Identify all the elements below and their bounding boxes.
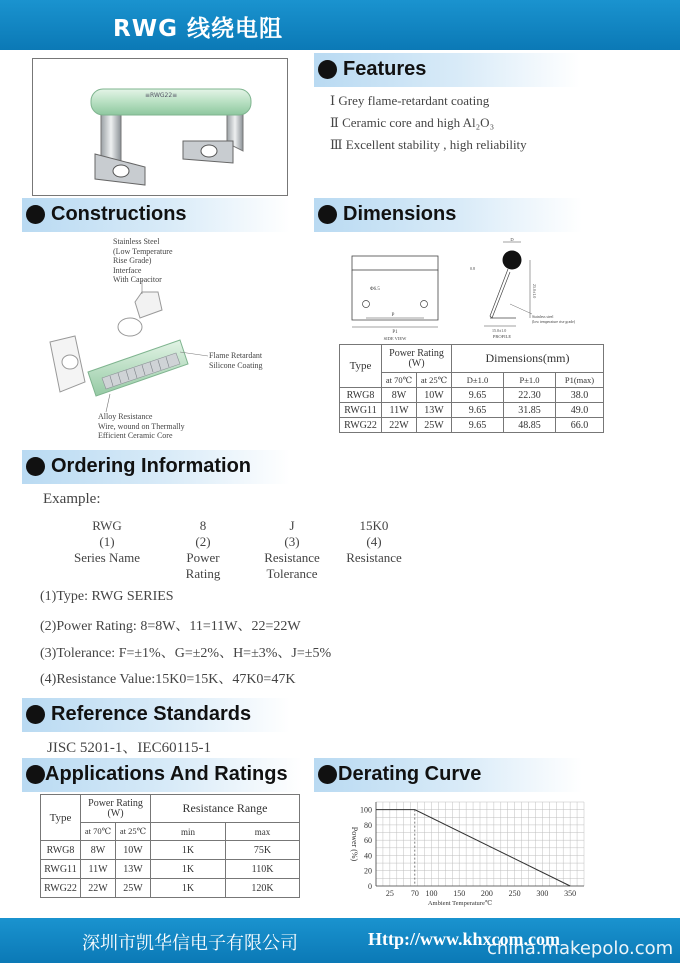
ordering-heading: Ordering Information [51, 455, 251, 477]
ordering-section-header [22, 450, 290, 484]
table-subheader: min [151, 823, 226, 841]
dim-width-label: 15.0±1.0 [492, 328, 507, 333]
applications-table [40, 794, 300, 898]
table-row: RWG8 8W 10W 1K 75K [41, 841, 300, 860]
reference-section-header [22, 698, 290, 732]
footer-banner [0, 918, 680, 963]
bullet-dot-icon [318, 60, 337, 79]
x-tick-label: 300 [536, 889, 549, 898]
order-code-1: RWG (1) Series Name [73, 518, 141, 565]
table-row: RWG11 11W 13W 9.65 31.85 49.0 [340, 403, 604, 418]
dim-phi-label: Φ6.5 [370, 287, 380, 292]
feature-item: Ⅱ Ceramic core and high Al₂O₃ [330, 115, 495, 130]
table-subheader: at 25℃ [417, 373, 452, 388]
ordering-detail: (3)Tolerance: F=±1%、G=±2%、H=±3%、J=±5% [40, 646, 332, 661]
table-subheader: D±1.0 [452, 373, 504, 388]
dim-d-label: D [510, 237, 514, 242]
table-header: Power Rating (W) [81, 795, 151, 823]
y-axis-label: Power (%) [350, 826, 359, 862]
resistor-photo-illustration [33, 59, 287, 195]
bullet-dot-icon [26, 205, 45, 224]
order-code-3: J (3) Resistance Tolerance [264, 518, 320, 581]
dim-p1-label: P1 [392, 330, 398, 335]
x-tick-label: 250 [508, 889, 521, 898]
table-header: Power Rating (W) [382, 345, 452, 373]
table-row: RWG22 22W 25W 1K 120K [41, 879, 300, 898]
dim-p-label: P [391, 313, 395, 318]
ordering-detail: (1)Type: RWG SERIES [40, 589, 174, 604]
y-tick-label: 100 [360, 805, 372, 815]
watermark-text: china.makepolo.com [487, 938, 674, 959]
profile-label: PROFILE [492, 334, 512, 339]
x-tick-label: 350 [564, 889, 577, 898]
svg-text:≡RWG22≡: ≡RWG22≡ [145, 92, 178, 99]
page-title: RWG 线绕电阻 [113, 16, 283, 42]
y-tick-label: 60 [364, 836, 372, 846]
callout-alloy-wire: Alloy Resistance Wire, wound on Thermally Efficient Ceramic Core [98, 412, 185, 440]
applications-heading: Applications And Ratings [45, 763, 288, 785]
example-label: Example: [43, 491, 101, 507]
feature-item: Ⅰ Grey flame-retardant coating [330, 93, 490, 108]
chart-grid [376, 802, 584, 886]
material-note: Stainless steel [532, 315, 554, 319]
y-tick-label: 40 [364, 851, 372, 861]
features-heading: Features [343, 58, 427, 80]
constructions-section-header [22, 198, 290, 232]
derating-heading: Derating Curve [338, 763, 482, 785]
ordering-detail: (4)Resistance Value:15K0=15K、47K0=47K [40, 672, 296, 687]
feature-item: Ⅲ Excellent stability , high reliability [330, 137, 527, 152]
table-subheader: P1(max) [556, 373, 604, 388]
material-note: (low temperature rise grade) [532, 320, 576, 324]
side-view-label: SIDE VIEW [383, 336, 407, 340]
constructions-heading: Constructions [51, 203, 187, 225]
bullet-dot-icon [318, 765, 337, 784]
bullet-dot-icon [318, 205, 337, 224]
table-subheader: max [226, 823, 300, 841]
order-code-2: 8 (2) Power Rating [185, 518, 221, 581]
callout-flame-retardant: Flame Retardant Silicone Coating [209, 351, 263, 370]
x-tick-label: 150 [453, 889, 466, 898]
table-header: Resistance Range [151, 795, 300, 823]
reference-heading: Reference Standards [51, 703, 252, 725]
table-row: RWG8 8W 10W 9.65 22.30 38.0 [340, 388, 604, 403]
x-tick-label: 200 [480, 889, 493, 898]
order-code-4: 15K0 (4) Resistance [346, 518, 402, 565]
bullet-dot-icon [26, 705, 45, 724]
reference-standards-text: JISC 5201-1、IEC60115-1 [47, 740, 212, 756]
bullet-dot-icon [26, 457, 45, 476]
top-banner [0, 0, 680, 50]
table-header: Type [340, 345, 382, 388]
dimensions-table [339, 344, 604, 433]
derating-curve-chart [330, 794, 600, 914]
company-name: 深圳市凯华信电子有限公司 [82, 933, 298, 954]
y-tick-label: 20 [364, 866, 372, 876]
dim-thickness-label: 0.8 [470, 266, 475, 271]
table-row: RWG11 11W 13W 1K 110K [41, 860, 300, 879]
y-tick-label: 0 [368, 882, 372, 891]
x-axis-label: Ambient Temperature℃ [427, 900, 493, 907]
table-subheader: at 70℃ [81, 823, 116, 841]
dimensions-heading: Dimensions [343, 203, 457, 225]
table-header: Type [41, 795, 81, 841]
ordering-detail: (2)Power Rating: 8=8W、11=11W、22=22W [40, 619, 301, 634]
x-tick-label: 25 [385, 889, 394, 898]
dimensions-drawing [340, 234, 610, 340]
dimensions-section-header [314, 198, 582, 232]
website-link[interactable]: Http://www.khxcom.com [368, 929, 560, 949]
features-section-header [314, 53, 580, 87]
derating-section-header [314, 758, 582, 792]
table-subheader: at 25℃ [116, 823, 151, 841]
x-tick-label: 70 [410, 889, 419, 898]
table-subheader: P±1.0 [504, 373, 556, 388]
bullet-dot-icon [26, 765, 45, 784]
dim-height-label: 25.0±1.0 [532, 284, 537, 299]
product-photo [32, 58, 288, 196]
callout-stainless-steel: Stainless Steel (Low Temperature Rise Grade) Interface With Capacitor [113, 237, 173, 284]
table-row: RWG22 22W 25W 9.65 48.85 66.0 [340, 418, 604, 433]
table-header: Dimensions(mm) [452, 345, 604, 373]
table-subheader: at 70℃ [382, 373, 417, 388]
y-tick-label: 80 [364, 820, 372, 830]
applications-section-header [22, 758, 302, 792]
x-tick-label: 100 [425, 889, 438, 898]
